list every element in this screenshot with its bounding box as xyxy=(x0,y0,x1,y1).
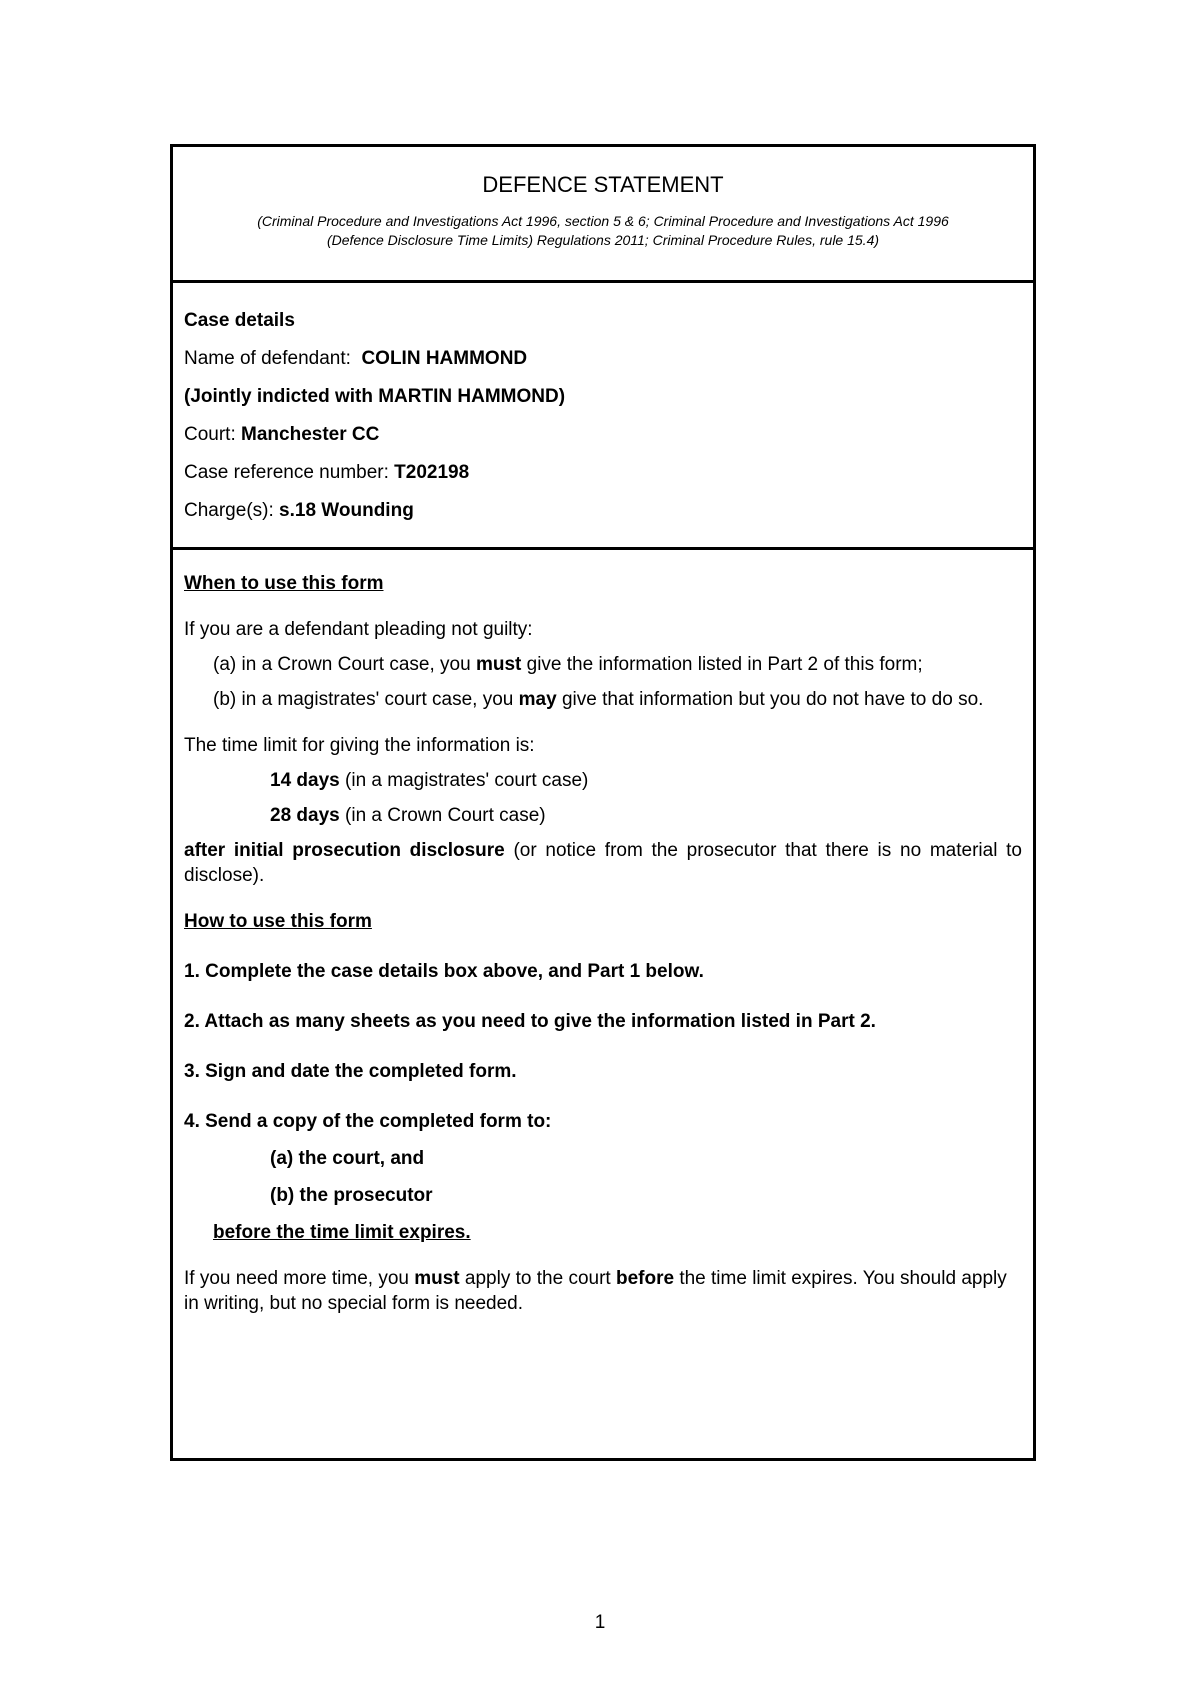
page-number: 1 xyxy=(594,1612,606,1633)
case-reference-value: T202198 xyxy=(394,462,470,483)
defendant-row xyxy=(184,346,1022,384)
time-limit-magistrates-text: (in a magistrates' court case) xyxy=(345,770,589,791)
case-reference-label: Case reference number: xyxy=(184,462,389,483)
form-header xyxy=(173,147,1033,283)
case-reference-row xyxy=(184,460,1022,498)
how-step-3: 3. Sign and date the completed form. xyxy=(184,1061,517,1082)
charges-label: Charge(s): xyxy=(184,500,274,521)
how-step-4a: (a) the court, and xyxy=(270,1148,425,1169)
court-label: Court: xyxy=(184,424,236,445)
time-limit-28-days: 28 days xyxy=(270,805,340,826)
option-b-post: give that information but you do not have to do so. xyxy=(561,689,984,710)
more-time-pre: If you need more time, you xyxy=(184,1268,409,1289)
time-limit-magistrates xyxy=(184,768,1022,793)
more-time-note xyxy=(184,1266,1022,1316)
more-time-mid: apply to the court xyxy=(464,1268,611,1289)
court-value: Manchester CC xyxy=(241,424,380,445)
court-row xyxy=(184,422,1022,460)
how-step-1: 1. Complete the case details box above, and Part 1 below. xyxy=(184,961,704,982)
charges-row xyxy=(184,498,1022,536)
more-time-must: must xyxy=(414,1268,460,1289)
more-time-post: the time limit expires. You should apply in writing, but no special form is needed. xyxy=(184,1268,1007,1314)
when-heading: When to use this form xyxy=(184,573,384,594)
time-limit-14-days: 14 days xyxy=(270,770,340,791)
guidance-box xyxy=(173,550,1033,1458)
after-disclosure-text: (or notice from the prosecutor that there is no material to disclose). xyxy=(184,840,1022,886)
time-limit-crown-text: (in a Crown Court case) xyxy=(345,805,546,826)
option-a-must: must xyxy=(475,654,522,675)
form-legal-reference xyxy=(173,212,1033,250)
defendant-value: COLIN HAMMOND xyxy=(361,348,528,369)
more-time-before: before xyxy=(615,1268,675,1289)
defence-statement-form xyxy=(170,144,1036,1461)
after-disclosure xyxy=(184,838,1022,888)
when-option-a xyxy=(184,652,1022,677)
how-step-2: 2. Attach as many sheets as you need to give the information listed in Part 2. xyxy=(184,1011,876,1032)
how-step-4: 4. Send a copy of the completed form to: xyxy=(184,1111,552,1132)
when-option-b xyxy=(184,687,1022,712)
option-a-pre: (a) in a Crown Court case, you xyxy=(213,654,471,675)
after-disclosure-bold: after initial prosecution disclosure xyxy=(184,840,505,861)
defendant-label: Name of defendant: xyxy=(184,348,351,369)
option-a-post: give the information listed in Part 2 of this form; xyxy=(526,654,923,675)
how-step-4b: (b) the prosecutor xyxy=(270,1185,433,1206)
time-limit-crown xyxy=(184,803,1022,828)
before-time-limit: before the time limit expires. xyxy=(213,1222,471,1243)
joint-indictment: (Jointly indicted with MARTIN HAMMOND) xyxy=(184,386,566,407)
legal-reference-line-1: (Criminal Procedure and Investigations Act 1996, section 5 & 6; Criminal Procedure and Investigations Act 1996 xyxy=(257,213,949,229)
charges-value: s.18 Wounding xyxy=(279,500,414,521)
case-details-box xyxy=(173,283,1033,550)
legal-reference-line-2: (Defence Disclosure Time Limits) Regulations 2011; Criminal Procedure Rules, rule 15.4) xyxy=(326,232,880,248)
option-b-pre: (b) in a magistrates' court case, you xyxy=(213,689,514,710)
form-title: DEFENCE STATEMENT xyxy=(482,172,724,197)
case-details-heading: Case details xyxy=(184,310,295,331)
when-intro: If you are a defendant pleading not guilty: xyxy=(184,619,533,640)
time-limit-intro: The time limit for giving the information is: xyxy=(184,735,535,756)
option-b-may: may xyxy=(518,689,557,710)
how-heading: How to use this form xyxy=(184,911,372,932)
